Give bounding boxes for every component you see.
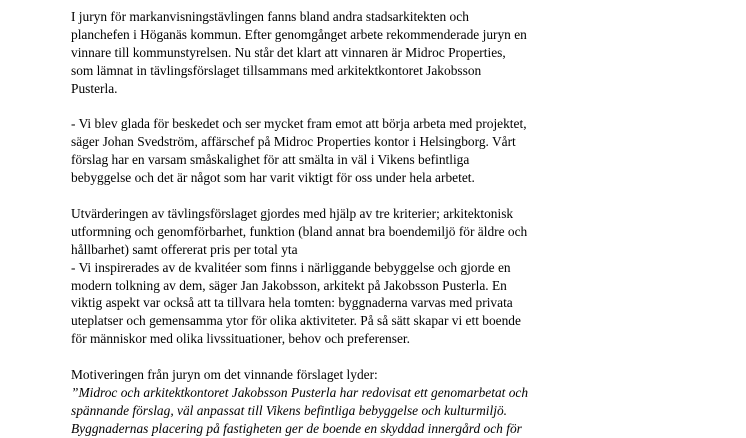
quote-line: spännande förslag, väl anpassat till Vikens befintliga bebyggelse och kulturmiljö. (71, 402, 508, 418)
text-line: utformning och genomförbarhet, funktion (bland annat bra boendemiljö för äldre och (71, 223, 528, 239)
text-line: Utvärderingen av tävlingsförslaget gjordes med hjälp av tre kriterier; arkitektonisk (71, 205, 514, 221)
text-line: förslag har en varsam småskalighet för att smälta in väl i Vikens befintliga (71, 152, 470, 168)
text-line: I juryn för markanvisningstävlingen fanns bland andra stadsarkitekten och (71, 9, 469, 24)
text-line: bebyggelse och det är något som har varit viktigt för oss under hela arbetet. (71, 170, 475, 186)
text-line: säger Johan Svedström, affärschef på Midroc Properties kontor i Helsingborg. Vårt (71, 134, 516, 150)
text-line: Pusterla. (71, 80, 118, 96)
article-body (71, 8, 611, 438)
text-line: - Vi blev glada för beskedet och ser mycket fram emot att börja arbeta med projektet, (71, 116, 527, 132)
paragraph-gap (71, 187, 611, 205)
quote-line: ”Midroc och arkitektkontoret Jakobsson Pusterla har redovisat ett genomarbetat och (71, 384, 529, 400)
text-line: vinnare till kommunstyrelsen. Nu står det klart att vinnaren är Midroc Properties, (71, 44, 506, 60)
text-line: som lämnat in tävlingsförslaget tillsammans med arkitektkontoret Jakobsson (71, 62, 482, 78)
text-line: för människor med olika livssituationer, behov och preferenser. (71, 331, 410, 347)
paragraph-gap (71, 98, 611, 116)
text-line: - Vi inspirerades av de kvalitéer som finns i närliggande bebyggelse och gjorde en (71, 259, 511, 275)
paragraph-evaluation (71, 205, 611, 348)
paragraph-svedstrom-quote (71, 115, 611, 187)
text-line: viktig aspekt var också att ta tillvara hela tomten: byggnaderna varvas med privata (71, 295, 513, 311)
text-line: planchefen i Höganäs kommun. Efter genomgånget arbete rekommenderade juryn en (71, 26, 527, 42)
text-line: Motiveringen från juryn om det vinnande förslaget lyder: (71, 367, 378, 383)
paragraph-jury-motivation (71, 366, 611, 438)
text-line: uteplatser och gemensamma ytor för olika aktiviteter. På så sätt skapar vi ett boende (71, 313, 521, 329)
text-line: hållbarhet) samt offererat pris per total yta (71, 241, 298, 257)
paragraph-jury-intro (71, 8, 611, 98)
quote-line: Byggnadernas placering på fastigheten ger de boende en skyddad innergård och för (71, 420, 522, 436)
paragraph-gap (71, 348, 611, 366)
text-line: modern tolkning av dem, säger Jan Jakobsson, arkitekt på Jakobsson Pusterla. En (71, 277, 507, 293)
